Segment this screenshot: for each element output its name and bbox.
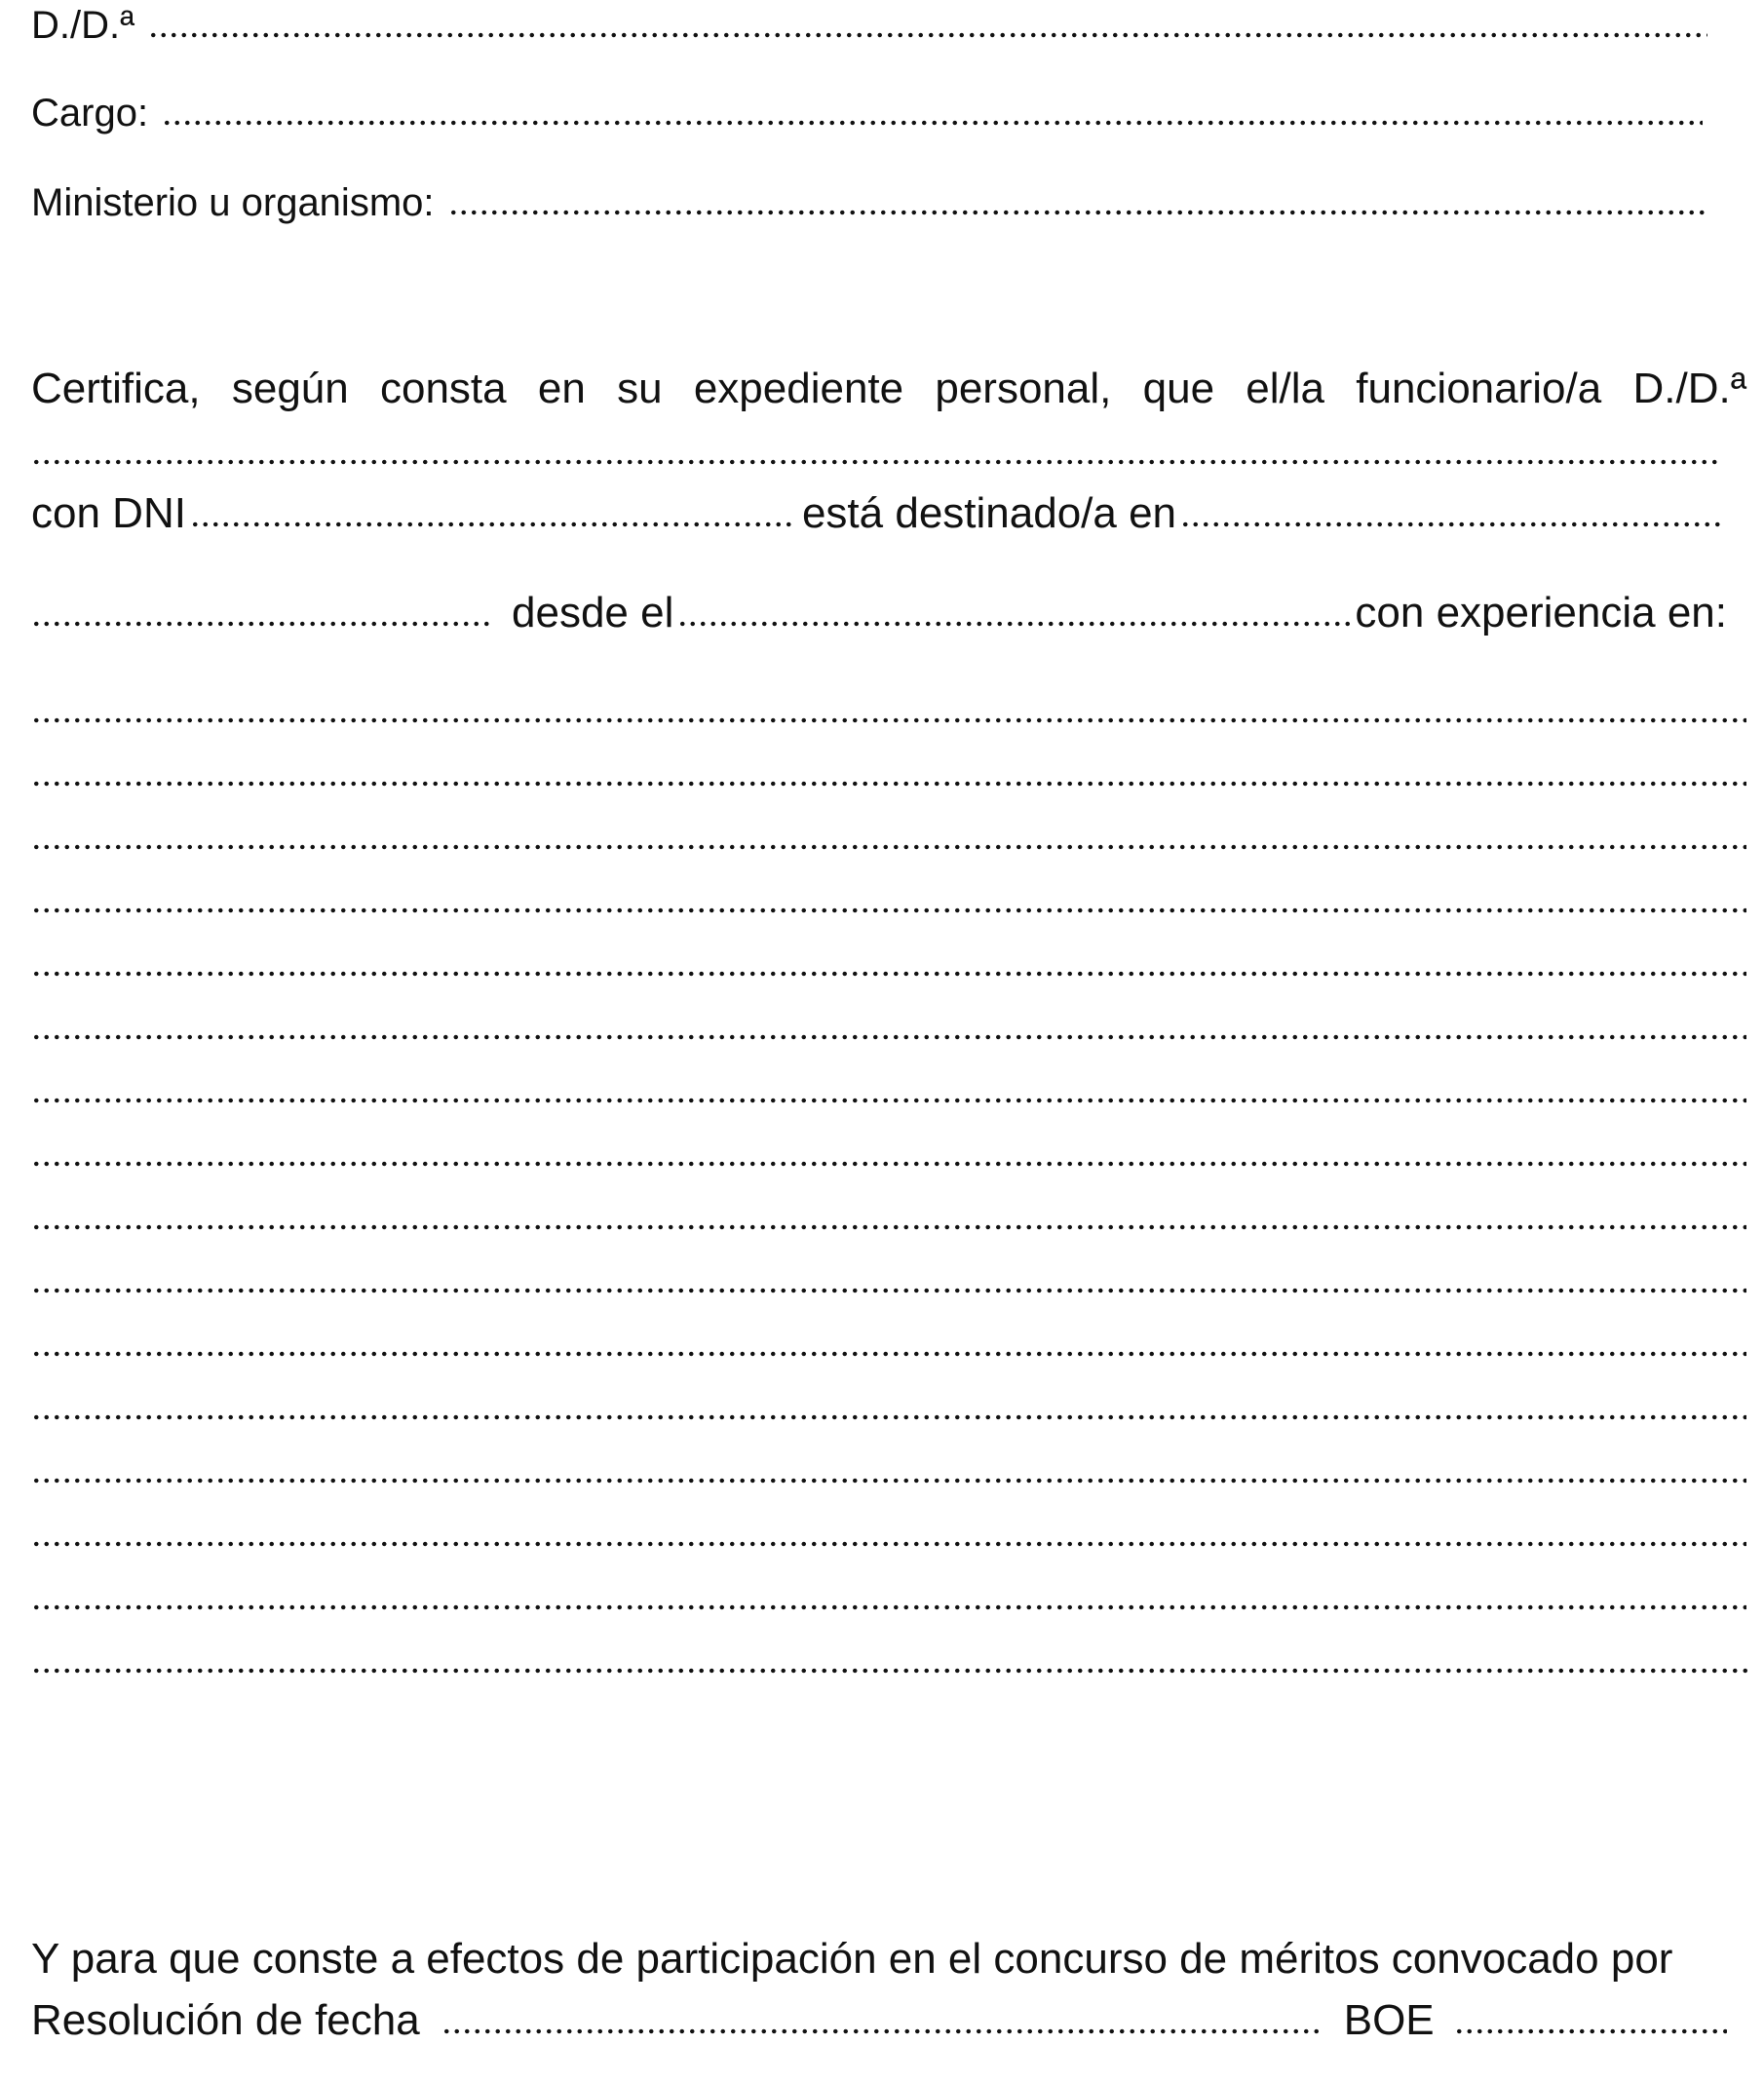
desde-date-blank[interactable] (677, 621, 1351, 627)
dni-destino-line (31, 489, 1722, 538)
dni-label: con DNI (31, 489, 186, 537)
dd-blank[interactable] (148, 32, 1707, 38)
boe-label: BOE (1343, 1996, 1435, 2044)
cargo-label: Cargo: (31, 92, 149, 135)
certifica-word: Certifica, (31, 365, 201, 412)
experience-line[interactable] (31, 1098, 1746, 1103)
experience-line[interactable] (31, 1604, 1746, 1610)
resolucion-label: Resolución de fecha (31, 1996, 420, 2044)
desde-line (31, 589, 1727, 637)
ministerio-blank[interactable] (448, 210, 1710, 215)
experience-line[interactable] (31, 1288, 1746, 1293)
destino-cont-blank[interactable] (31, 621, 494, 627)
certifica-word: su (617, 365, 663, 412)
experience-line[interactable] (31, 717, 1746, 723)
certifica-word: el/la (1246, 365, 1325, 412)
destino-blank[interactable] (1180, 521, 1722, 527)
experience-line[interactable] (31, 1224, 1746, 1230)
certifica-word: según (231, 365, 349, 412)
funcionario-name-blank[interactable] (31, 459, 1722, 465)
certifica-word: que (1142, 365, 1215, 412)
boe-blank[interactable] (1454, 2028, 1727, 2034)
ministerio-field (31, 181, 1709, 225)
certifica-word: consta (379, 365, 507, 412)
certifica-word: expediente (693, 365, 904, 412)
experience-line[interactable] (31, 1351, 1746, 1357)
dni-blank[interactable] (190, 521, 792, 527)
experience-line[interactable] (31, 907, 1746, 913)
experience-line[interactable] (31, 1478, 1746, 1484)
certifica-line (31, 365, 1746, 413)
dd-label: D./D.ª (31, 4, 134, 47)
certifica-word: D./D.ª (1632, 365, 1746, 412)
experience-line[interactable] (31, 971, 1746, 977)
destinado-label: está destinado/a en (801, 489, 1177, 537)
desde-label: desde el (512, 589, 674, 636)
cargo-field (31, 92, 1703, 135)
resolucion-date-blank[interactable] (441, 2028, 1321, 2034)
closing-line-1: Y para que conste a efectos de participación en el concurso de méritos convocado por (31, 1935, 1673, 1983)
experiencia-label: con experiencia en: (1355, 589, 1727, 636)
experience-line[interactable] (31, 844, 1746, 850)
experience-line[interactable] (31, 1034, 1746, 1040)
experience-line[interactable] (31, 1414, 1746, 1420)
experience-line[interactable] (31, 1541, 1746, 1547)
closing-line-2 (31, 1996, 1727, 2045)
experience-line[interactable] (31, 1668, 1748, 1674)
cargo-blank[interactable] (162, 120, 1703, 126)
dd-field (31, 4, 1707, 48)
certifica-word: funcionario/a (1356, 365, 1602, 412)
certifica-word: personal, (935, 365, 1112, 412)
ministerio-label: Ministerio u organismo: (31, 181, 435, 224)
experience-line[interactable] (31, 1161, 1746, 1167)
certifica-word: en (537, 365, 586, 412)
experience-line[interactable] (31, 781, 1746, 787)
